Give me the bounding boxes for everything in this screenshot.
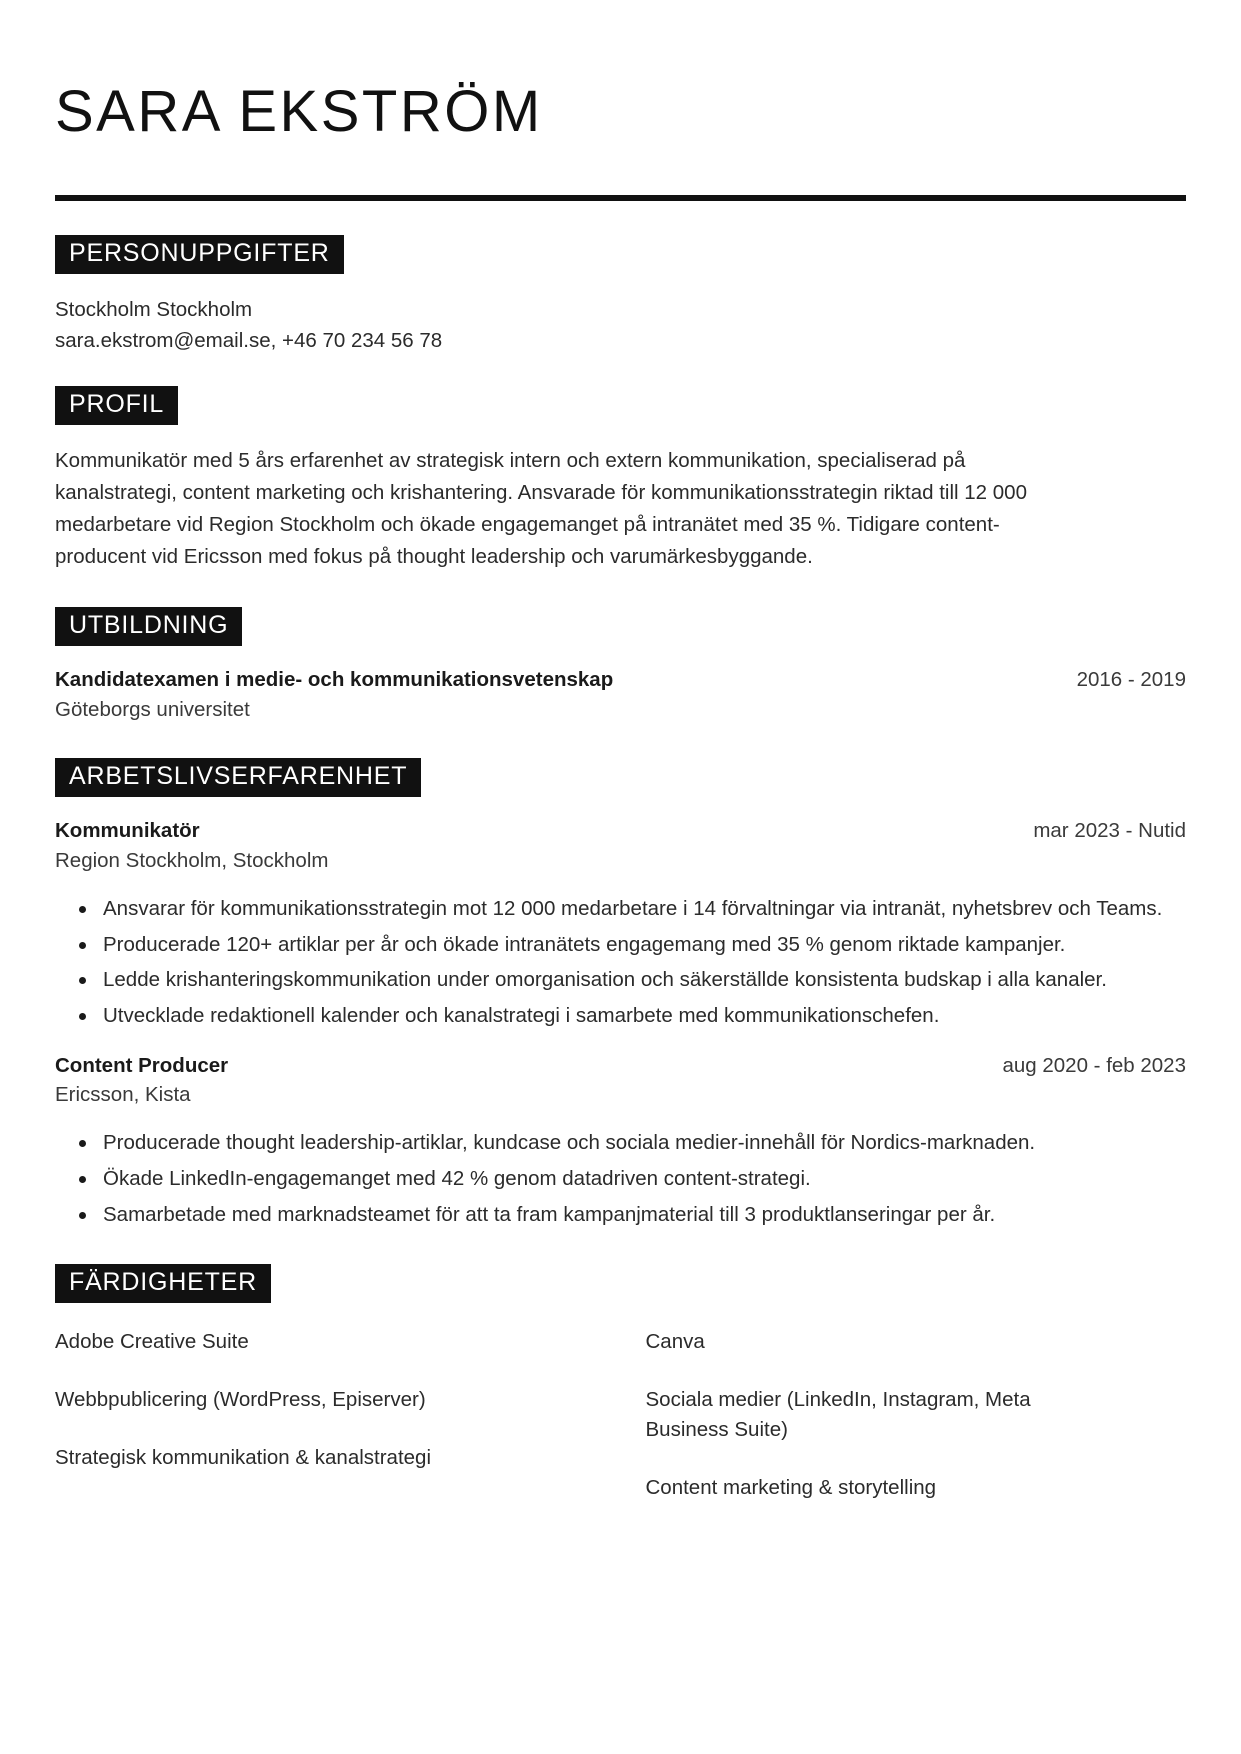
section-personal-details — [55, 235, 1186, 356]
skill-item: Canva — [645, 1330, 705, 1354]
section-education — [55, 607, 1186, 724]
skill-item: Adobe Creative Suite — [55, 1330, 249, 1354]
skill-item: Webbpublicering (WordPress, Episerver) — [55, 1388, 426, 1412]
section-heading-personal: PERSONUPPGIFTER — [55, 235, 344, 274]
experience-entry — [55, 1052, 1186, 1231]
list-item: Utvecklade redaktionell kalender och kanalstrategi i samarbete med kommunikationschefen. — [101, 1001, 1186, 1032]
profile-summary: Kommunikatör med 5 års erfarenhet av strategisk intern och extern kommunikation, specialiserad på kanalstrategi, content marketing och krishantering. Ansvarade för kommunikationsstrategin riktad till 12 000 medarbetare vid Region Stockholm och ökade engagemanget på intranätet med 35 %. Tidigare content-producent vid Ericsson med fokus på thought leadership och varumärkesbyggande. — [55, 449, 1027, 569]
education-date: 2016 - 2019 — [1076, 668, 1186, 692]
skill-item: Sociala medier (LinkedIn, Instagram, Meta Business Suite) — [645, 1388, 1031, 1441]
experience-bullet-list — [55, 1128, 1186, 1230]
section-experience — [55, 758, 1186, 1230]
page-title: SARA EKSTRÖM — [55, 79, 543, 144]
section-heading-skills: FÄRDIGHETER — [55, 1264, 271, 1303]
education-institution: Göteborgs universitet — [55, 697, 250, 721]
list-item: Ledde krishanteringskommunikation under omorganisation och säkerställde konsistenta budskap i alla kanaler. — [101, 965, 1186, 996]
contact-email-phone: sara.ekstrom@email.se, +46 70 234 56 78 — [55, 329, 443, 353]
list-item: Samarbetade med marknadsteamet för att ta fram kampanjmaterial till 3 produktlanseringar per år. — [101, 1200, 1186, 1231]
experience-date: aug 2020 - feb 2023 — [1002, 1053, 1186, 1077]
contact-location: Stockholm Stockholm — [55, 297, 253, 321]
skill-item: Content marketing & storytelling — [645, 1475, 937, 1499]
section-profile — [55, 386, 1186, 573]
experience-job-title: Content Producer — [55, 1053, 229, 1077]
experience-entry-head — [55, 1052, 1186, 1080]
experience-job-title: Kommunikatör — [55, 819, 200, 843]
experience-entry-head — [55, 817, 1186, 845]
section-heading-experience: ARBETSLIVSERFARENHET — [55, 758, 421, 797]
header-divider — [55, 195, 1186, 201]
experience-company: Region Stockholm, Stockholm — [55, 849, 329, 873]
experience-entry — [55, 817, 1186, 1031]
experience-bullet-list — [55, 894, 1186, 1032]
skills-grid — [55, 1327, 1186, 1530]
education-entry — [55, 666, 1186, 724]
skill-item: Strategisk kommunikation & kanalstrategi — [55, 1445, 432, 1469]
list-item: Producerade thought leadership-artiklar, kundcase och sociala medier-innehåll för Nordics-marknaden. — [101, 1128, 1186, 1159]
education-degree: Kandidatexamen i medie- och kommunikationsvetenskap — [55, 668, 614, 692]
section-skills — [55, 1264, 1186, 1530]
skills-column-right — [646, 1327, 1187, 1530]
list-item: Ansvarar för kommunikationsstrategin mot 12 000 medarbetare i 14 förvaltningar via intranät, nyhetsbrev och Teams. — [101, 894, 1186, 925]
experience-company: Ericsson, Kista — [55, 1083, 191, 1107]
list-item: Ökade LinkedIn-engagemanget med 42 % genom datadriven content-strategi. — [101, 1164, 1186, 1195]
contact-block — [55, 294, 1186, 356]
education-entry-head — [55, 666, 1186, 694]
list-item: Producerade 120+ artiklar per år och ökade intranätets engagemang med 35 % genom riktade kampanjer. — [101, 930, 1186, 961]
section-heading-profile: PROFIL — [55, 386, 178, 425]
skills-column-left — [55, 1327, 596, 1500]
section-heading-education: UTBILDNING — [55, 607, 242, 646]
experience-date: mar 2023 - Nutid — [1033, 819, 1186, 843]
